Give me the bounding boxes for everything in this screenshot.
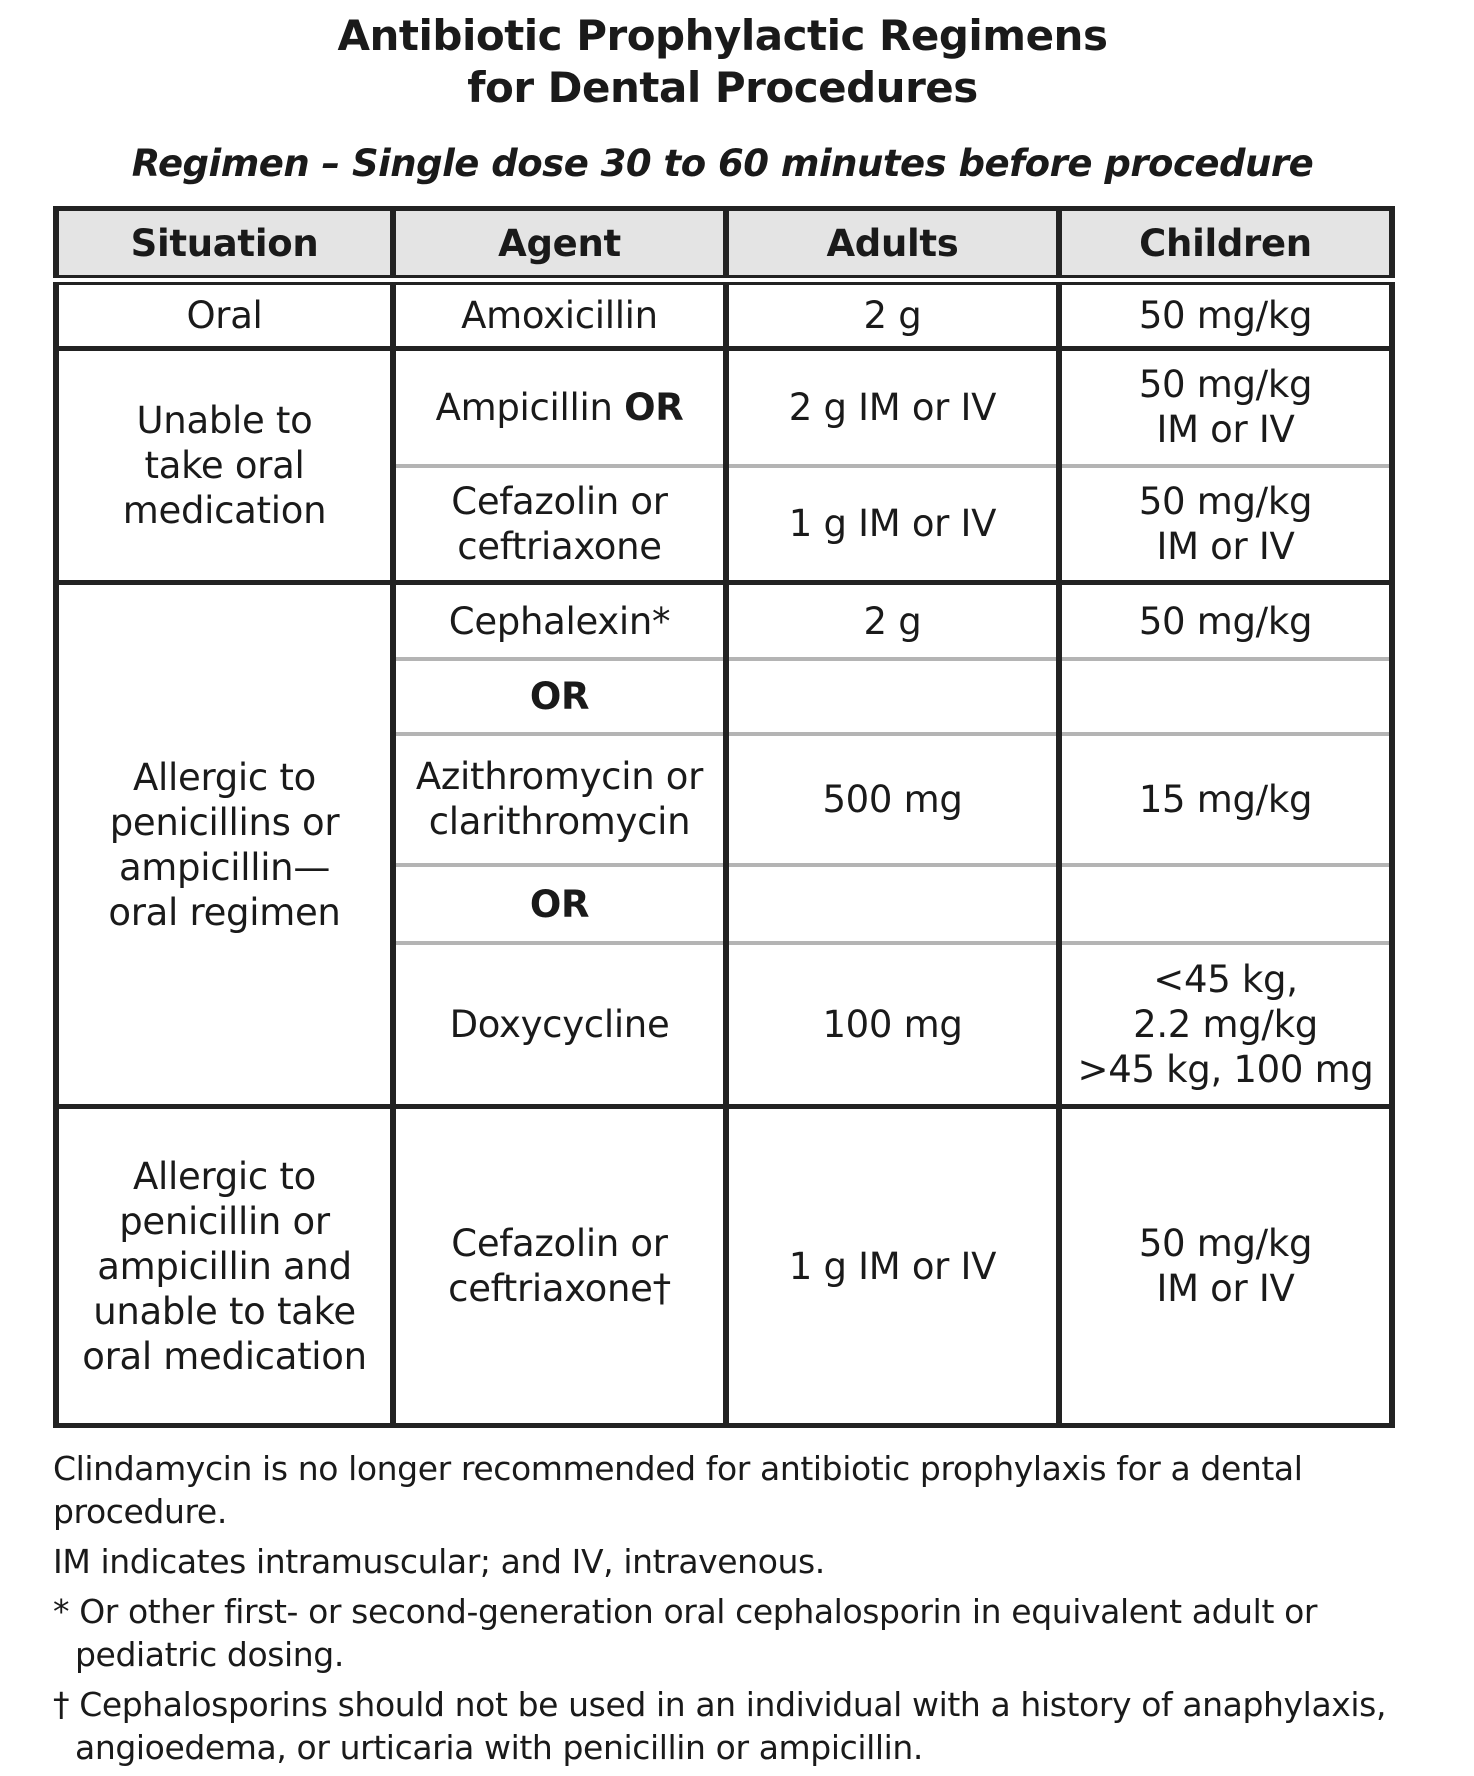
situation-text: penicillin or <box>119 1199 330 1243</box>
footnote-text: † Cephalosporins should not be used in an individual with a history of anaphylaxis, <box>53 1685 1387 1724</box>
agent-text: Azithromycin or <box>415 755 704 799</box>
children-text: 50 mg/kg <box>1138 479 1313 523</box>
adults-cell: 500 mg <box>726 734 1059 865</box>
table-row <box>56 280 1392 349</box>
children-text: IM or IV <box>1156 1267 1295 1311</box>
children-text: >45 kg, 100 mg <box>1077 1048 1374 1092</box>
footnote-asterisk <box>53 1590 1453 1676</box>
agent-text: Ampicillin <box>435 385 613 429</box>
agent-text: ceftriaxone <box>457 524 662 568</box>
subtitle: Regimen – Single dose 30 to 60 minutes before procedure <box>131 142 1314 185</box>
situation-text: oral medication <box>82 1334 367 1378</box>
adults-cell: 2 g IM or IV <box>726 349 1059 466</box>
regimen-table <box>53 206 1395 1428</box>
situation-cell <box>56 1107 393 1426</box>
footnote-clindamycin: Clindamycin is no longer recommended for antibiotic prophylaxis for a dental procedure. <box>53 1449 1303 1531</box>
agent-text: Cefazolin or <box>451 479 668 523</box>
children-cell <box>1059 466 1392 583</box>
situation-text: Allergic to <box>133 1154 316 1198</box>
adults-cell <box>726 659 1059 734</box>
children-cell <box>1059 943 1392 1106</box>
agent-text: clarithromycin <box>428 800 691 844</box>
title-line-1: Antibiotic Prophylactic Regimens <box>337 11 1108 60</box>
agent-text: Cefazolin or <box>451 1222 668 1266</box>
or-label: OR <box>393 659 726 734</box>
children-text: 50 mg/kg <box>1138 363 1313 407</box>
adults-cell: 100 mg <box>726 943 1059 1106</box>
adults-cell <box>726 865 1059 944</box>
agent-cell: Cephalexin* <box>393 583 726 660</box>
footnote-abbreviations: IM indicates intramuscular; and IV, intravenous. <box>53 1542 825 1581</box>
footnote-text: pediatric dosing. <box>75 1635 344 1674</box>
adults-cell: 2 g <box>726 280 1059 349</box>
header-adults: Adults <box>726 209 1059 281</box>
agent-cell: Amoxicillin <box>393 280 726 349</box>
agent-text: ceftriaxone† <box>448 1267 671 1311</box>
situation-text: ampicillin and <box>97 1244 352 1288</box>
situation-text: penicillins or <box>109 800 340 844</box>
adults-cell: 1 g IM or IV <box>726 466 1059 583</box>
children-cell: 50 mg/kg <box>1059 280 1392 349</box>
situation-cell: Oral <box>56 280 393 349</box>
or-label: OR <box>624 385 684 429</box>
children-cell <box>1059 1107 1392 1426</box>
table-row <box>56 1107 1392 1426</box>
situation-cell <box>56 349 393 583</box>
situation-text: take oral <box>144 444 305 488</box>
situation-text: oral regimen <box>108 890 341 934</box>
children-cell: 15 mg/kg <box>1059 734 1392 865</box>
agent-cell <box>393 734 726 865</box>
situation-text: Allergic to <box>133 755 316 799</box>
title-line-2: for Dental Procedures <box>467 63 978 112</box>
children-text: IM or IV <box>1156 408 1295 452</box>
header-agent: Agent <box>393 209 726 281</box>
children-text: 2.2 mg/kg <box>1133 1003 1318 1047</box>
situation-text: medication <box>122 489 327 533</box>
situation-text: unable to take <box>93 1289 356 1333</box>
table-row <box>56 349 1392 466</box>
children-text: IM or IV <box>1156 524 1295 568</box>
or-label: OR <box>393 865 726 944</box>
children-text: 50 mg/kg <box>1138 1222 1313 1266</box>
adults-cell: 1 g IM or IV <box>726 1107 1059 1426</box>
adults-cell: 2 g <box>726 583 1059 660</box>
header-situation: Situation <box>56 209 393 281</box>
header-children: Children <box>1059 209 1392 281</box>
situation-text: Unable to <box>136 399 313 443</box>
situation-text: ampicillin— <box>118 845 331 889</box>
header-row <box>56 209 1392 281</box>
children-cell <box>1059 865 1392 944</box>
agent-cell <box>393 1107 726 1426</box>
children-text: <45 kg, <box>1153 958 1298 1002</box>
children-cell: 50 mg/kg <box>1059 583 1392 660</box>
footnote-text: * Or other first- or second-generation oral cephalosporin in equivalent adult or <box>53 1592 1318 1631</box>
footnote-text: angioedema, or urticaria with penicillin or ampicillin. <box>75 1728 924 1767</box>
situation-cell <box>56 583 393 1107</box>
children-cell <box>1059 349 1392 466</box>
footnotes <box>53 1447 1453 1776</box>
agent-cell <box>393 466 726 583</box>
children-cell <box>1059 659 1392 734</box>
agent-cell <box>393 349 726 466</box>
agent-cell: Doxycycline <box>393 943 726 1106</box>
table-row <box>56 583 1392 660</box>
footnote-dagger <box>53 1683 1453 1769</box>
